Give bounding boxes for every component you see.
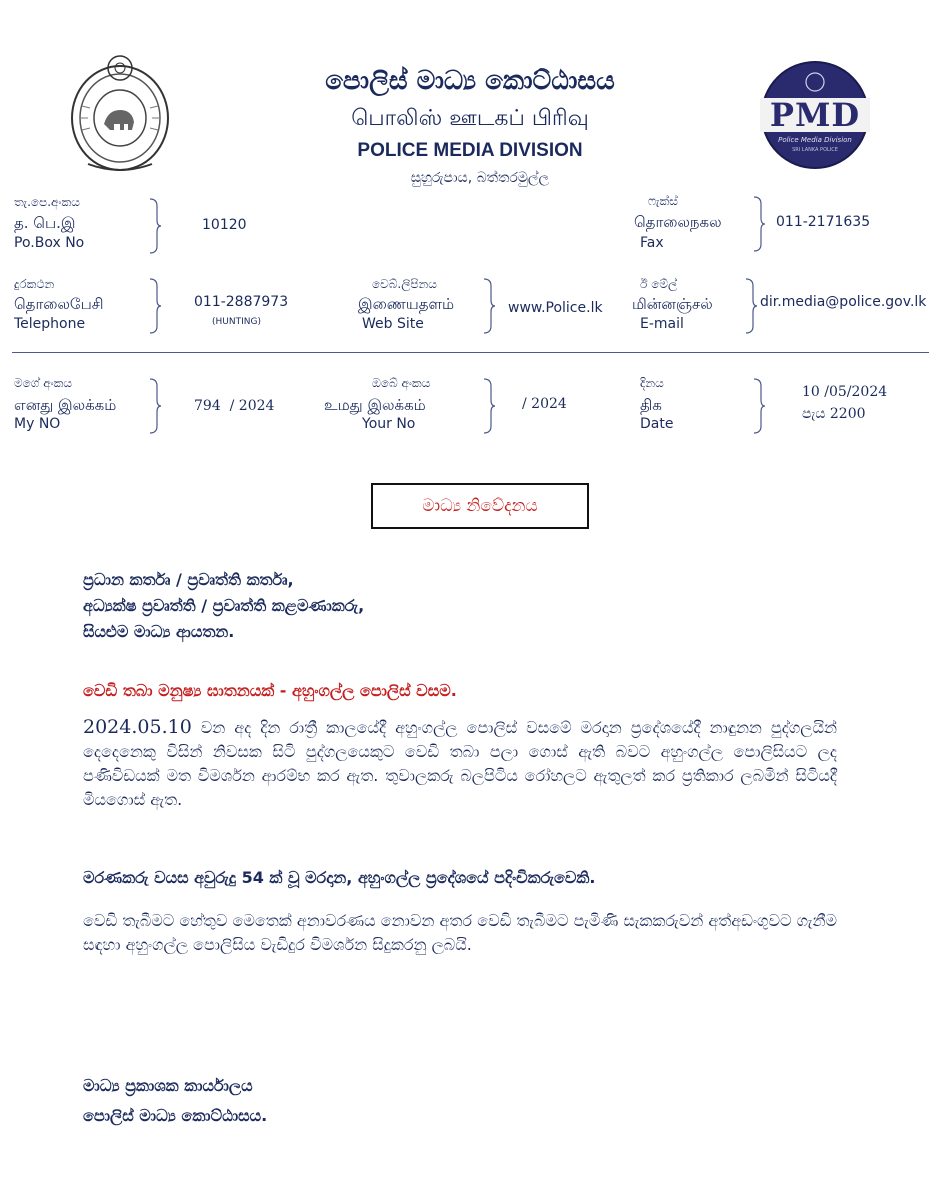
notice-title: මාධ්‍ය නිවේදනය: [422, 496, 538, 516]
fax-label-en: Fax: [640, 235, 664, 251]
pmd-logo: [760, 60, 870, 170]
header-divider: [12, 352, 929, 353]
date-label-ta: திக: [640, 396, 662, 414]
website-label-si: වෙබ්.ලිපිනය: [372, 277, 437, 291]
police-emblem-logo: [68, 46, 172, 176]
recipient-line: ප්‍රධාන කර්තෘ / ප්‍රවෘත්ති කර්තෘ,: [83, 570, 294, 589]
pobox-label-en: Po.Box No: [14, 235, 85, 251]
pobox-value: 10120: [202, 217, 247, 233]
recipient-line: සියළුම මාධ්‍ය ආයතන.: [83, 622, 235, 641]
my-no-brace: [148, 378, 162, 434]
website-brace: [482, 278, 496, 334]
signature-block: [83, 1071, 583, 1131]
fax-label-si: ෆැක්ස්: [648, 194, 678, 208]
fax-value: 011-2171635: [776, 214, 871, 230]
website-link[interactable]: www.Police.lk: [508, 300, 603, 316]
your-no-value: / 2024: [522, 396, 567, 412]
my-no-value: 794 / 2024: [194, 398, 275, 414]
paragraph-2: මරණකරු වයස අවුරුදු 54 ක් වූ මරදාන, අහුංගල්ල ප්‍රදේශයේ පදිංචිකරුවෙකි.: [83, 868, 596, 887]
email-label-si: ඊ මේල්: [640, 277, 678, 291]
my-no-label-si: මගේ අංකය: [14, 376, 73, 390]
headline: වෙඩි තබා මනුෂ්‍ය ඝාතනයක් - අහුංගල්ල පොලිස් වසම.: [83, 681, 457, 700]
email-link[interactable]: dir.media@police.gov.lk: [760, 294, 927, 310]
telephone-note: (HUNTING): [212, 317, 261, 327]
recipient-line: අධ්‍යක්ෂ ප්‍රවෘත්ති / ප්‍රවෘත්ති කළමණාකරු,: [83, 596, 365, 615]
your-no-label-en: Your No: [362, 416, 416, 432]
date-label-en: Date: [640, 416, 674, 432]
date-value: 10 /05/2024: [802, 384, 888, 400]
recipients-block: [83, 567, 683, 645]
telephone-label-en: Telephone: [14, 316, 86, 332]
time-value: පැය 2200: [802, 406, 866, 422]
pobox-label-si: තැ.පෙ.අංකය: [14, 195, 80, 209]
website-label-ta: இணையதளம்: [358, 295, 455, 313]
telephone-brace: [148, 278, 162, 334]
header-title-sinhala: පොලිස් මාධ්‍ය කොට්ඨාසය: [325, 66, 615, 96]
paragraph-1-text: වන අද දින රාත්‍රී කාලයේදී අහුංගල්ල පොලිස් වසමේ මරදාන ප්‍රදේශයේදී නාඳුනන පුද්ගලයින් දෙදෙනෙකු විසින් නිවසක සිටි පුද්ගලයෙකුට වෙඩි තබා පලා ගොස් ඇති බවට අහුංගල්ල පොලිසියට ලද පණිවිඩයක් මත විමර්ශන ආරම්භ කර ඇත. තුවාලකරු බලපිටිය රෝහලට ඇතුලත් කර ප්‍රතිකාර ලබමින් සිටියදී මියගොස් ඇත.: [83, 718, 837, 809]
your-no-brace: [482, 378, 496, 434]
email-label-en: E-mail: [640, 316, 684, 332]
your-no-label-ta: உமது இலக்கம்: [324, 396, 426, 414]
date-brace: [752, 378, 766, 434]
paragraph-1: [83, 715, 837, 812]
telephone-value: 011-2887973: [194, 294, 289, 310]
email-label-ta: மின்னஞ்சல்: [632, 295, 713, 313]
paragraph-1-date: 2024.05.10: [83, 716, 192, 738]
your-no-label-si: ඔබේ අංකය: [372, 376, 431, 390]
paragraph-3: වෙඩි තැබීමට හේතුව මෙතෙක් අනාවරණය නොවන අතර වෙඩි තැබීමට පැමිණි සැකකරුවන් අත්අඩංගුවට ගැනීම සඳහා අහුංගල්ල පොලිසිය වැඩිදුර විමර්ශන සිදුකරනු ලබයි.: [83, 911, 837, 954]
header-title-english: POLICE MEDIA DIVISION: [357, 140, 583, 161]
my-no-label-ta: எனது இலக்கம்: [14, 396, 117, 414]
pmd-logo-text: PMD: [769, 96, 861, 134]
fax-brace: [752, 196, 766, 252]
header-address: සුහුරුපාය, බත්තරමුල්ල: [410, 170, 550, 186]
header-title-tamil: பொலிஸ் ஊடகப் பிரிவு: [351, 106, 589, 131]
pmd-logo-subtext: Police Media Division: [778, 136, 852, 144]
website-label-en: Web Site: [362, 316, 424, 332]
pobox-label-ta: த. பெ.இ: [14, 214, 76, 232]
fax-label-ta: தொலைநகல: [634, 213, 722, 231]
telephone-label-si: දුරකථන: [14, 277, 55, 291]
signature-office: මාධ්‍ය ප්‍රකාශක කාර්යාලය: [83, 1076, 253, 1095]
email-brace: [744, 278, 758, 334]
signature-division: පොලිස් මාධ්‍ය කොට්ඨාසය.: [83, 1106, 268, 1125]
pobox-brace: [148, 198, 162, 254]
my-no-label-en: My NO: [14, 416, 61, 432]
telephone-label-ta: தொலைபேசி: [14, 295, 104, 313]
date-label-si: දිනය: [640, 376, 664, 390]
pmd-logo-subtext2: SRI LANKA POLICE: [792, 147, 838, 153]
